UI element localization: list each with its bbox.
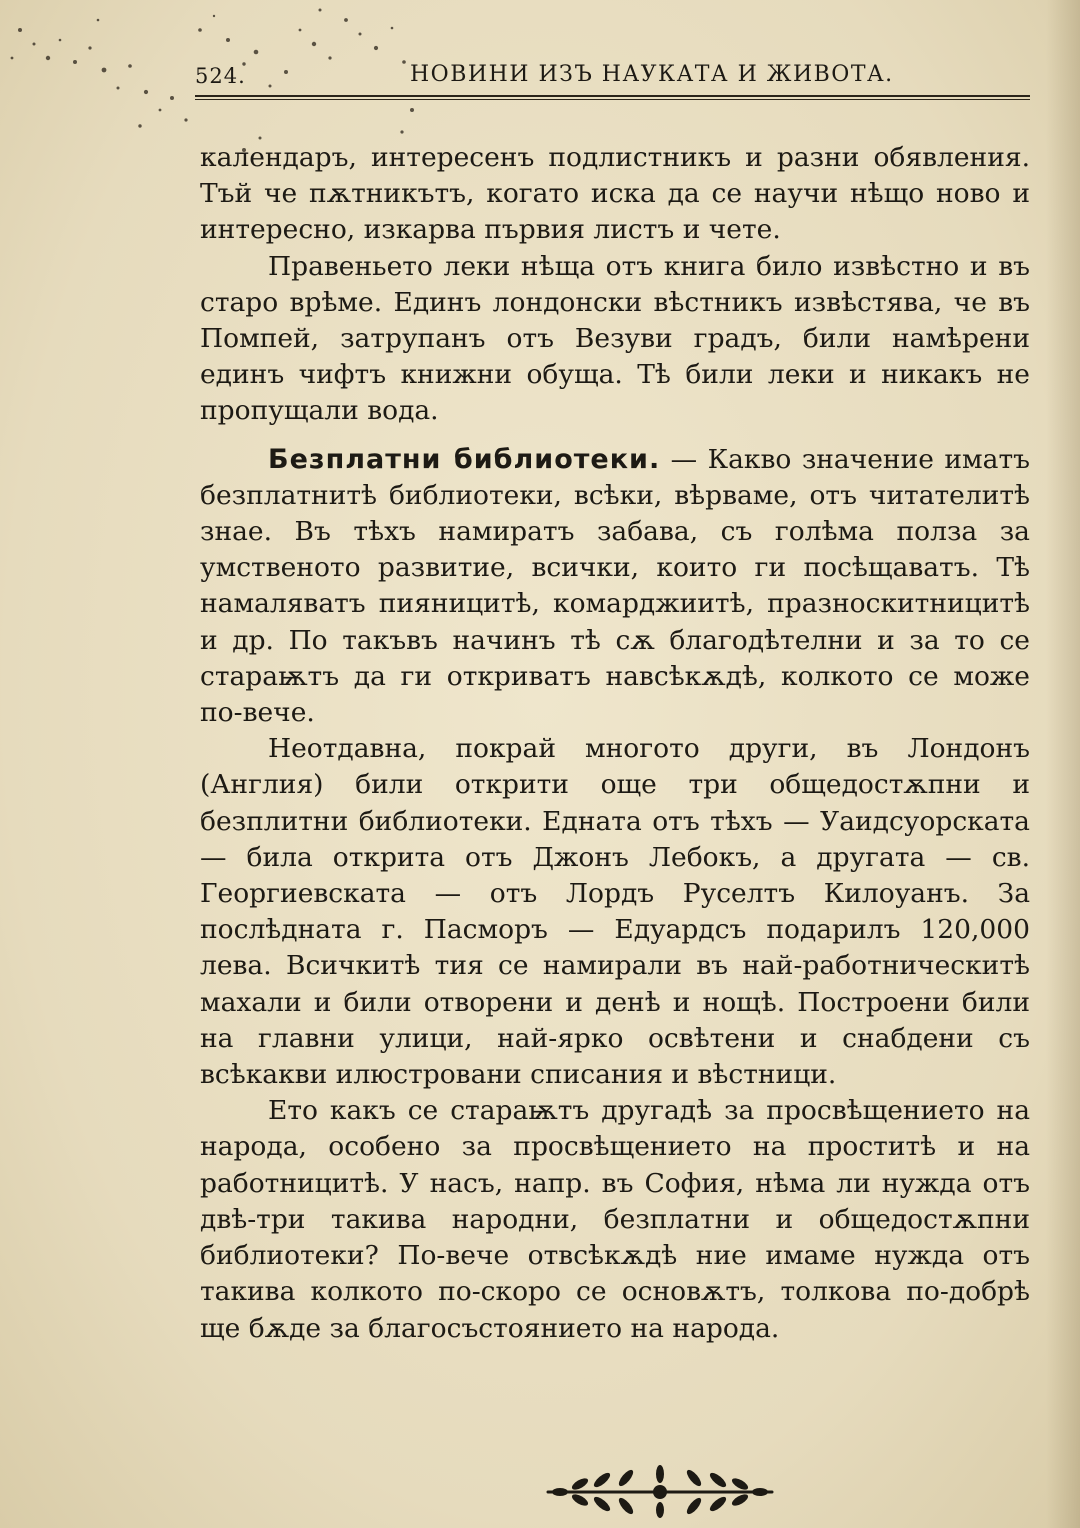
running-header [195, 58, 1035, 100]
paragraph-london-libraries: Неотдавна, покрай многото други, въ Лондонъ (Англия) били открити още три общедостѫпни и безплитни библиотеки. Едната отъ тѣхъ — Уаидсуорската — била открита отъ Джонъ Лебокъ, а другата — св. Георгиевската — отъ Лордъ Руселтъ Килоуанъ. За послѣдната г. Пасморъ — Едуардсъ подарилъ 120,000 лева. Всичкитѣ тия се намирали въ най-работническитѣ махали и били отворени и денѣ и нощѣ. Построени били на главни улици, най-ярко освѣтени и снабдени съ всѣкакви илюстровани списания и вѣстници. [200, 733, 1030, 1091]
header-rule-thin [195, 99, 1030, 100]
floral-ornament-icon [540, 1462, 780, 1518]
paragraph-libraries-intro [200, 442, 1030, 732]
section-heading: Безплатни библиотеки. [268, 443, 661, 475]
article-body [200, 140, 1030, 1347]
running-title: НОВИНИ ИЗЪ НАУКАТА И ЖИВОТА. [410, 62, 894, 87]
header-rule [195, 95, 1030, 97]
page-number: 524. [195, 64, 246, 88]
page-edge-shadow [1046, 0, 1080, 1528]
paragraph-continuation: календаръ, интересенъ подлистникъ и разни обявления. Тъй че пѫтникътъ, когато иска да се научи нѣщо ново и интересно, изкарва първия листъ и чете. [200, 142, 1030, 246]
paragraph-paper-items: Правеньето леки нѣща отъ книга било извѣстно и въ старо врѣме. Единъ лондонски вѣстникъ извѣстява, че въ Помпей, затрупанъ отъ Везуви градъ, били намѣрени единъ чифтъ книжни обуща. Тѣ били леки и никакъ не пропущали вода. [200, 250, 1030, 427]
paragraph-conclusion: Ето какъ се стараѭтъ другадѣ за просвѣщението на народа, особено за просвѣщението на проститѣ и на работницитѣ. У насъ, напр. въ София, нѣма ли нужда отъ двѣ-три такива народни, безплатни и общедостѫпни библиотеки? По-вече отвсѣкѫдѣ ние имаме нужда отъ такива колкото по-скоро се основѫтъ, толкова по-добрѣ ще бѫде за благосъстоянието на народа. [200, 1095, 1030, 1344]
libraries-intro-text: — Какво значение иматъ безплатнитѣ библиотеки, всѣки, вѣрваме, отъ читателитѣ знае. Въ тѣхъ намиратъ забава, съ голѣма полза за умственото развитие, всички, които ги посѣщаватъ. Тѣ намаляватъ пияницитѣ, комарджиитѣ, празноскитницитѣ и др. По такъвъ начинъ тѣ сѫ благодѣтелни и за то се стараѭтъ да ги откриватъ навсѣкѫдѣ, колкото се може по-вече. [200, 443, 1030, 729]
